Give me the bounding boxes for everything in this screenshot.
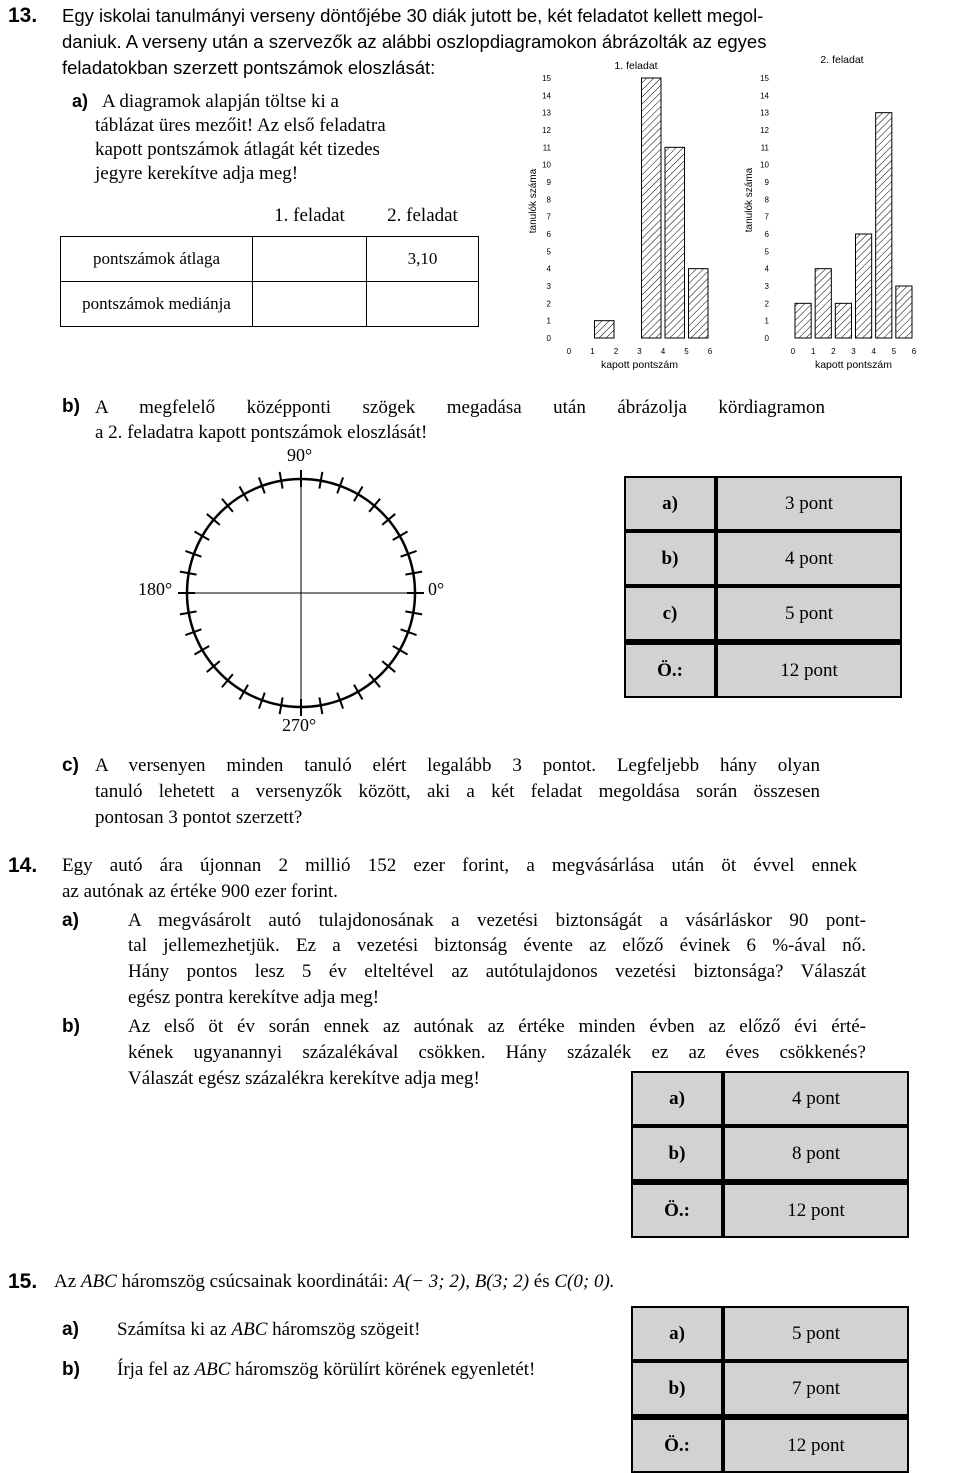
q13-intro-line-3: feladatokban szerzett pontszámok eloszlását:: [62, 57, 436, 78]
q14b-label: b): [62, 1016, 80, 1037]
score-total-label: Ö.:: [631, 1416, 723, 1473]
y-tick-label: 1: [764, 316, 769, 326]
x-axis-label: kapott pontszám: [600, 359, 679, 371]
q13a-line-4: jegyre kerekítve adja meg!: [95, 163, 299, 184]
bar: [815, 269, 831, 338]
table-header-1: 1. feladat: [274, 205, 345, 226]
q15a-post: háromszög szögeit!: [267, 1319, 421, 1340]
q15b-line: [117, 1359, 535, 1381]
y-tick-label: 10: [760, 160, 769, 170]
q13-intro-line-1: Egy iskolai tanulmányi verseny döntőjébe 30 diák jutott be, két feladatot kellett megol-: [62, 5, 764, 26]
chart-title: 2. feladat: [820, 54, 864, 66]
bar-chart-1: [520, 56, 740, 372]
y-tick-label: 8: [546, 195, 551, 205]
y-tick-label: 11: [760, 143, 769, 153]
y-tick-label: 10: [542, 160, 551, 170]
y-tick-label: 2: [764, 299, 769, 309]
y-tick-label: 0: [764, 334, 769, 343]
y-tick-label: 9: [764, 178, 769, 187]
score-value: 5 pont: [723, 1306, 909, 1361]
q13c-line-3: pontosan 3 pontot szerzett?: [95, 807, 303, 828]
y-tick-label: 4: [546, 264, 551, 274]
question-number-15: 15.: [8, 1270, 38, 1293]
x-tick-label: 3: [637, 347, 642, 356]
x-tick-label: 0: [790, 347, 796, 356]
table-cell-median-1[interactable]: [253, 282, 367, 327]
y-tick-label: 5: [546, 247, 551, 257]
y-tick-label: 8: [764, 195, 769, 205]
angle-label-0: 0°: [428, 579, 445, 599]
bar: [665, 147, 685, 338]
score-total-value: 12 pont: [723, 1416, 909, 1473]
x-tick-label: 4: [660, 347, 666, 356]
q15b-post: háromszög körülírt körének egyenletét!: [230, 1359, 536, 1380]
bar: [856, 234, 872, 338]
y-tick-label: 3: [546, 282, 551, 291]
y-tick-label: 15: [542, 74, 551, 83]
q13b-label: b): [62, 396, 80, 417]
q13c-line-1: A versenyen minden tanuló elért legalább 3 pontot. Legfeljebb hány olyan: [95, 755, 820, 776]
q15-intro-mid: háromszög csúcsainak koordinátái:: [116, 1271, 394, 1292]
chart-title: 1. feladat: [614, 60, 658, 72]
y-tick-label: 7: [764, 212, 769, 222]
y-tick-label: 6: [764, 230, 769, 239]
score-label: a): [631, 1071, 723, 1126]
bar: [896, 286, 912, 338]
bar: [689, 269, 709, 338]
q14a-line-1: A megvásárolt autó tulajdonosának a vezetési biztonságát a vásárláskor 90 pont-: [128, 910, 866, 931]
y-tick-label: 2: [546, 299, 551, 309]
score-label: a): [631, 1306, 723, 1361]
q14a-line-2: tal jellemezhetjük. Ez a vezetési biztonság évente az előző évinek 6 %-ával nő.: [128, 935, 866, 956]
y-tick-label: 11: [542, 143, 551, 153]
q14a-line-3: Hány pontos lesz 5 év elteltével az autótulajdonos vezetési biztonsága? Válaszát: [128, 961, 866, 982]
y-tick-label: 12: [542, 126, 551, 135]
q13a-line-3: kapott pontszámok átlagát két tizedes: [95, 139, 380, 160]
table-row-label-median: pontszámok mediánja: [61, 282, 253, 327]
y-tick-label: 9: [546, 178, 551, 187]
q13b-line-2: a 2. feladatra kapott pontszámok eloszlását!: [95, 422, 428, 443]
q13-score-table: [624, 476, 902, 698]
q13a-line-2: táblázat üres mezőit! Az első feladatra: [95, 115, 386, 136]
score-value: 4 pont: [723, 1071, 909, 1126]
q15-score-table: [631, 1306, 909, 1473]
score-value: 3 pont: [716, 476, 902, 531]
score-label: b): [631, 1126, 723, 1181]
pie-chart-blank-circle[interactable]: [170, 462, 432, 724]
bar: [835, 303, 851, 338]
table-cell-mean-2: 3,10: [367, 237, 479, 282]
score-total-value: 12 pont: [716, 641, 902, 698]
x-tick-label: 6: [911, 347, 917, 356]
score-value: 7 pont: [723, 1361, 909, 1416]
y-tick-label: 13: [542, 108, 551, 118]
q13a-answer-table: [60, 196, 479, 327]
table-row-label-mean: pontszámok átlaga: [61, 237, 253, 282]
x-tick-label: 5: [684, 347, 689, 356]
q15a-abc: ABC: [231, 1319, 268, 1340]
bar: [876, 113, 892, 338]
y-tick-label: 15: [760, 74, 769, 83]
y-tick-label: 1: [546, 316, 551, 326]
q13a-label: a): [72, 91, 89, 111]
x-tick-label: 6: [707, 347, 713, 356]
bar: [795, 303, 811, 338]
y-axis-label: tanulók száma: [744, 167, 755, 233]
score-label: c): [624, 586, 716, 641]
table-header-2: 2. feladat: [387, 205, 458, 226]
score-total-label: Ö.:: [631, 1181, 723, 1238]
table-cell-mean-1[interactable]: [253, 237, 367, 282]
table-cell-median-2[interactable]: [367, 282, 479, 327]
bar-chart-2: [740, 50, 958, 372]
q15a-label: a): [62, 1319, 79, 1340]
q14b-line-3: Válaszát egész százalékra kerekítve adja meg!: [128, 1068, 480, 1089]
x-tick-label: 0: [566, 347, 572, 356]
score-total-label: Ö.:: [624, 641, 716, 698]
question-number-14: 14.: [8, 854, 38, 877]
y-tick-label: 0: [546, 334, 551, 343]
q15a-pre: Számítsa ki az: [117, 1319, 232, 1340]
angle-label-270: 270°: [282, 715, 317, 735]
q15-es: és: [529, 1271, 555, 1292]
y-axis-label: tanulók száma: [528, 168, 539, 234]
bar: [642, 78, 662, 338]
q15-intro-prefix: Az: [54, 1271, 81, 1292]
score-value: 8 pont: [723, 1126, 909, 1181]
q14-intro-line-2: az autónak az értéke 900 ezer forint.: [62, 881, 338, 902]
angle-label-180: 180°: [138, 579, 173, 599]
table-corner: [61, 196, 253, 237]
q15-point-b: B(3; 2): [474, 1271, 530, 1292]
angle-label-90: 90°: [287, 445, 313, 465]
q15-intro-abc: ABC: [80, 1271, 117, 1292]
q15a-line: [117, 1319, 420, 1341]
q14a-label: a): [62, 910, 79, 931]
x-tick-label: 1: [810, 347, 816, 356]
y-tick-label: 7: [546, 212, 551, 222]
q13c-line-2: tanuló lehetett a versenyzők között, aki a két feladat megoldása során összesen: [95, 781, 820, 802]
y-tick-label: 5: [764, 247, 769, 257]
y-tick-label: 13: [760, 108, 769, 118]
score-label: b): [631, 1361, 723, 1416]
x-tick-label: 1: [590, 347, 595, 356]
q14-intro-line-1: Egy autó ára újonnan 2 millió 152 ezer forint, a megvásárlása után öt évvel ennek: [62, 855, 857, 876]
x-tick-label: 2: [831, 347, 836, 356]
q13b-line-1: A megfelelő középponti szögek megadása után ábrázolja kördiagramon: [95, 397, 825, 418]
q14b-line-2: kének ugyanannyi százalékával csökken. Hány százalék ez az éves csökkenés?: [128, 1042, 866, 1063]
q13-intro-line-2: daniuk. A verseny után a szervezők az alábbi oszlopdiagramokon ábrázolták az egyes: [62, 31, 767, 52]
y-tick-label: 4: [764, 264, 769, 274]
q15b-abc: ABC: [194, 1359, 231, 1380]
y-tick-label: 6: [546, 230, 551, 239]
y-tick-label: 14: [760, 91, 769, 101]
score-total-value: 12 pont: [723, 1181, 909, 1238]
score-value: 4 pont: [716, 531, 902, 586]
score-label: a): [624, 476, 716, 531]
x-axis-label: kapott pontszám: [814, 359, 893, 371]
q13a-line-1: A diagramok alapján töltse ki a: [102, 91, 339, 112]
q14b-line-1: Az első öt év során ennek az autónak az értéke minden évben az előző évi érté-: [128, 1016, 866, 1037]
q13c-label: c): [62, 755, 79, 776]
q15-point-c: C(0; 0).: [554, 1271, 615, 1292]
score-value: 5 pont: [716, 586, 902, 641]
q15-intro: [54, 1271, 615, 1293]
score-label: b): [624, 531, 716, 586]
y-tick-label: 12: [760, 126, 769, 135]
y-tick-label: 3: [764, 282, 769, 291]
q14a-line-4: egész pontra kerekítve adja meg!: [128, 987, 380, 1008]
question-number-13: 13.: [8, 4, 38, 27]
y-tick-label: 14: [542, 91, 551, 101]
x-tick-label: 2: [613, 347, 619, 356]
x-tick-label: 5: [891, 347, 897, 356]
q15b-label: b): [62, 1359, 80, 1380]
bar: [595, 321, 615, 338]
q15b-pre: Írja fel az: [117, 1359, 195, 1380]
q15-point-a: A(− 3; 2),: [393, 1271, 470, 1292]
q14-score-table: [631, 1071, 909, 1238]
x-tick-label: 3: [851, 347, 856, 356]
x-tick-label: 4: [871, 347, 876, 356]
